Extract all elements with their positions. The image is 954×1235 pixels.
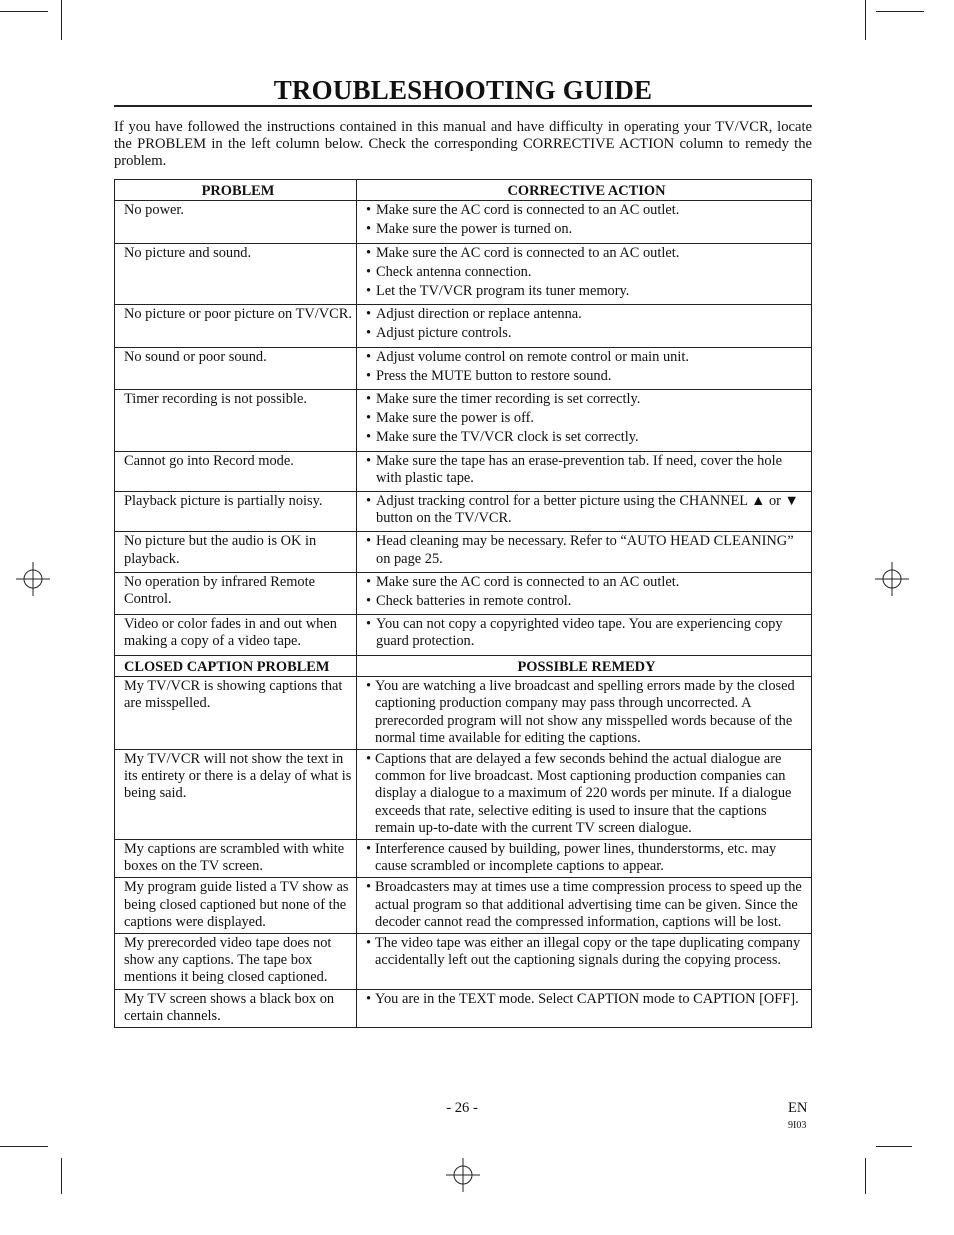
table-header-row xyxy=(115,656,812,677)
remedy-list xyxy=(366,991,807,1008)
table-row xyxy=(115,615,812,655)
table-row xyxy=(115,532,812,572)
caption-problem-cell: My prerecorded video tape does not show any captions. The tape box mentions it being closed captioned. xyxy=(115,934,357,990)
action-item: • Adjust direction or replace antenna. xyxy=(366,306,807,323)
corrective-action-cell xyxy=(357,201,812,243)
corrective-action-cell xyxy=(357,572,812,614)
table-row xyxy=(115,840,812,878)
possible-remedy-column-header: POSSIBLE REMEDY xyxy=(357,656,812,677)
registration-mark-icon xyxy=(875,562,909,596)
caption-problem-cell: My TV/VCR will not show the text in its entirety or there is a delay of what is being said. xyxy=(115,750,357,840)
table-row xyxy=(115,878,812,934)
remedy-cell xyxy=(357,677,812,750)
troubleshooting-table xyxy=(114,179,812,656)
remedy-item: • You are watching a live broadcast and spelling errors made by the closed captioning production company may pass through uncorrected. A prerecorded program will not show any misspelled words because of the normal time available for editing the captions. xyxy=(366,678,807,747)
crop-mark xyxy=(0,11,48,12)
action-item: • Make sure the AC cord is connected to an AC outlet. xyxy=(366,202,807,219)
crop-mark xyxy=(876,11,924,12)
remedy-item: • Captions that are delayed a few seconds behind the actual dialogue are common for live broadcast. Most captioning production companies can display a dialogue to a maximum of 220 words per minute. If a dialogue exceeds that rate, selective editing is used to insure that the captions remain up-to-date with the current TV screen dialogue. xyxy=(366,751,807,837)
closed-caption-problem-column-header: CLOSED CAPTION PROBLEM xyxy=(115,656,357,677)
remedy-list xyxy=(366,678,807,747)
remedy-cell xyxy=(357,934,812,990)
crop-mark xyxy=(61,0,62,40)
remedy-cell xyxy=(357,840,812,878)
action-list xyxy=(366,391,807,447)
crop-mark xyxy=(865,1158,866,1194)
problem-cell: Playback picture is partially noisy. xyxy=(115,492,357,532)
action-item: • Press the MUTE button to restore sound. xyxy=(366,368,807,385)
action-item: • Adjust volume control on remote control or main unit. xyxy=(366,349,807,366)
corrective-action-cell xyxy=(357,390,812,452)
action-list xyxy=(366,493,807,527)
corrective-action-cell xyxy=(357,243,812,305)
problem-cell: No picture but the audio is OK in playback. xyxy=(115,532,357,572)
remedy-item: • Interference caused by building, power lines, thunderstorms, etc. may cause scrambled or incomplete captions to appear. xyxy=(366,841,807,875)
action-list xyxy=(366,574,807,610)
corrective-action-cell xyxy=(357,451,812,491)
table-row xyxy=(115,492,812,532)
problem-cell: No power. xyxy=(115,201,357,243)
action-item: • Make sure the tape has an erase-prevention tab. If need, cover the hole with plastic tape. xyxy=(366,453,807,487)
corrective-action-cell xyxy=(357,615,812,655)
table-row xyxy=(115,451,812,491)
corrective-action-cell xyxy=(357,492,812,532)
table-row xyxy=(115,243,812,305)
action-item: • You can not copy a copyrighted video tape. You are experiencing copy guard protection. xyxy=(366,616,807,650)
action-list xyxy=(366,453,807,487)
page-number: - 26 - xyxy=(446,1100,478,1116)
action-item: • Make sure the power is off. xyxy=(366,410,807,427)
action-list xyxy=(366,245,807,301)
caption-problem-cell: My TV screen shows a black box on certain channels. xyxy=(115,989,357,1027)
table-row xyxy=(115,677,812,750)
crop-mark xyxy=(0,1146,48,1147)
action-item: • Make sure the AC cord is connected to an AC outlet. xyxy=(366,574,807,591)
remedy-item: • Broadcasters may at times use a time compression process to speed up the actual program so that additional advertising time can be given. Since the decoder cannot read the compressed information, captions will be lost. xyxy=(366,879,807,931)
remedy-cell xyxy=(357,878,812,934)
table-header-row xyxy=(115,180,812,201)
closed-caption-table xyxy=(114,655,812,1028)
problem-cell: Cannot go into Record mode. xyxy=(115,451,357,491)
problem-cell: No operation by infrared Remote Control. xyxy=(115,572,357,614)
action-item: • Make sure the timer recording is set correctly. xyxy=(366,391,807,408)
table-row xyxy=(115,572,812,614)
table-row xyxy=(115,934,812,990)
action-item: • Make sure the power is turned on. xyxy=(366,221,807,238)
action-item: • Adjust picture controls. xyxy=(366,325,807,342)
action-item: • Let the TV/VCR program its tuner memory. xyxy=(366,283,807,300)
remedy-list xyxy=(366,751,807,837)
remedy-item: • You are in the TEXT mode. Select CAPTION mode to CAPTION [OFF]. xyxy=(366,991,807,1008)
caption-problem-cell: My TV/VCR is showing captions that are misspelled. xyxy=(115,677,357,750)
problem-cell: No sound or poor sound. xyxy=(115,347,357,389)
table-row xyxy=(115,989,812,1027)
caption-problem-cell: My captions are scrambled with white boxes on the TV screen. xyxy=(115,840,357,878)
document-code: 9I03 xyxy=(788,1120,807,1131)
caption-problem-cell: My program guide listed a TV show as being closed captioned but none of the captions were displayed. xyxy=(115,878,357,934)
remedy-cell xyxy=(357,750,812,840)
problem-cell: Timer recording is not possible. xyxy=(115,390,357,452)
remedy-item: • The video tape was either an illegal copy or the tape duplicating company accidentally left out the captioning signals during the copying process. xyxy=(366,935,807,969)
action-list xyxy=(366,202,807,238)
title-rule xyxy=(114,105,812,107)
language-code: EN xyxy=(788,1100,808,1116)
registration-mark-icon xyxy=(446,1158,480,1192)
action-item: • Check batteries in remote control. xyxy=(366,593,807,610)
remedy-list xyxy=(366,841,807,875)
table-row xyxy=(115,347,812,389)
corrective-action-column-header: CORRECTIVE ACTION xyxy=(357,180,812,201)
remedy-list xyxy=(366,879,807,931)
problem-cell: No picture and sound. xyxy=(115,243,357,305)
action-list xyxy=(366,616,807,650)
problem-cell: Video or color fades in and out when making a copy of a video tape. xyxy=(115,615,357,655)
action-list xyxy=(366,349,807,385)
crop-mark xyxy=(876,1146,912,1147)
crop-mark xyxy=(865,0,866,40)
action-list xyxy=(366,306,807,342)
page-title: TROUBLESHOOTING GUIDE xyxy=(273,75,653,105)
table-row xyxy=(115,305,812,347)
intro-paragraph: If you have followed the instructions contained in this manual and have difficulty in operating your TV/VCR, locate the PROBLEM in the left column below. Check the corresponding CORRECTIVE ACTION column to remedy the problem. xyxy=(114,119,812,170)
action-item: • Check antenna connection. xyxy=(366,264,807,281)
remedy-cell xyxy=(357,989,812,1027)
action-item: • Make sure the AC cord is connected to an AC outlet. xyxy=(366,245,807,262)
registration-mark-icon xyxy=(16,562,50,596)
action-item: • Adjust tracking control for a better picture using the CHANNEL ▲ or ▼ button on the TV/VCR. xyxy=(366,493,807,527)
table-row xyxy=(115,201,812,243)
problem-cell: No picture or poor picture on TV/VCR. xyxy=(115,305,357,347)
remedy-list xyxy=(366,935,807,969)
corrective-action-cell xyxy=(357,532,812,572)
corrective-action-cell xyxy=(357,347,812,389)
table-row xyxy=(115,750,812,840)
action-list xyxy=(366,533,807,567)
problem-column-header: PROBLEM xyxy=(115,180,357,201)
table-row xyxy=(115,390,812,452)
corrective-action-cell xyxy=(357,305,812,347)
crop-mark xyxy=(61,1158,62,1194)
action-item: • Make sure the TV/VCR clock is set correctly. xyxy=(366,429,807,446)
action-item: • Head cleaning may be necessary. Refer to “AUTO HEAD CLEANING” on page 25. xyxy=(366,533,807,567)
